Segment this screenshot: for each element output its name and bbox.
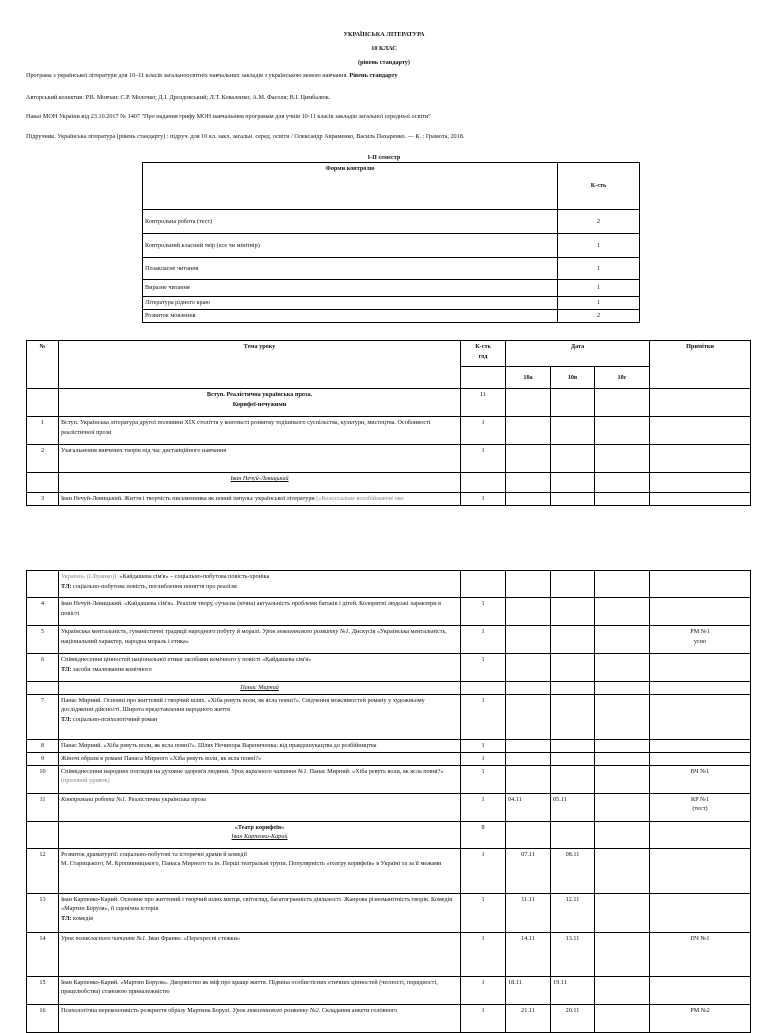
topic-part-b: Панас Мирний. «Хіба ревуть воли, як ясла повні?» <box>309 767 444 775</box>
table-row <box>27 493 751 506</box>
table-row <box>27 793 751 821</box>
lesson-topic <box>59 793 461 821</box>
lesson-num: 16 <box>27 1004 59 1032</box>
table-row <box>27 752 751 765</box>
empty-cell <box>506 571 551 598</box>
topic-part-italic: Урок мовленнєвого розвитку №1. <box>262 628 351 635</box>
lessons-table-continued <box>26 570 751 1033</box>
form-cell: Контрольний класний твір (есе чи мінітвір) <box>143 234 558 258</box>
lesson-topic: Вступ. Українська література другої половини ХІХ століття у контексті розвитку тодішнього суспільства, культури, мистецтва. Особливості реалістичної прози <box>59 417 461 445</box>
empty-cell <box>506 694 551 739</box>
section-row <box>27 821 751 848</box>
lesson-topic: Панас Мирний. «Хіба ревуть воли, як ясла повні?». Шлях Нечипора Варениченка: від правдошукацтва до розбійництва <box>59 739 461 752</box>
hours-label-2: год <box>478 352 488 360</box>
lesson-num: 3 <box>27 493 59 506</box>
lesson-hours: 1 <box>461 932 506 976</box>
table-row <box>27 654 751 682</box>
lesson-hours: 1 <box>461 1004 506 1032</box>
lesson-hours: 1 <box>461 793 506 821</box>
lessons-table <box>26 340 751 506</box>
author-heading: Панас Мирний <box>59 682 461 695</box>
lesson-hours: 1 <box>461 893 506 932</box>
empty-cell <box>595 765 650 793</box>
empty-cell <box>551 598 595 626</box>
empty-cell <box>506 445 551 473</box>
empty-cell <box>27 389 59 417</box>
class-10a-header: 10а <box>506 367 551 389</box>
empty-cell <box>595 893 650 932</box>
note-text: РМ №1 <box>690 628 710 635</box>
lesson-topic-text: Співвіднесення цінностей національної етики засобами комічного у повісті «Кайдашева сім'я» <box>61 656 312 663</box>
empty-cell <box>650 417 751 445</box>
topic-part-a: Реалістична українська проза <box>128 795 206 803</box>
lesson-num: 14 <box>27 932 59 976</box>
lesson-hours: 1 <box>461 598 506 626</box>
section-title <box>59 821 461 848</box>
col-hours-header <box>461 341 506 367</box>
program-line <box>26 72 746 79</box>
lesson-topic-text: Іван Нечуй-Левицький. Життя і творчість письменника як новий імпульс української літератури <box>61 495 315 502</box>
empty-cell <box>551 821 595 848</box>
empty-cell <box>650 821 751 848</box>
count-cell: 2 <box>558 210 640 234</box>
empty-cell <box>461 682 506 695</box>
section-title-text: Вступ. Реалістична українська проза. <box>206 391 313 398</box>
lesson-topic <box>59 893 461 932</box>
empty-cell <box>551 682 595 695</box>
note-text-2: (тест) <box>692 805 708 813</box>
empty-cell <box>650 848 751 893</box>
lesson-hours: 1 <box>461 654 506 682</box>
lesson-topic <box>59 932 461 976</box>
col-num-header: № <box>27 341 59 389</box>
class-10s-header: 10с <box>595 367 650 389</box>
note-text: КР №1 <box>690 795 710 803</box>
empty-cell <box>650 389 751 417</box>
hours-label-1: К-сть <box>475 343 491 350</box>
lesson-num: 1 <box>27 417 59 445</box>
empty-cell <box>551 445 595 473</box>
empty-cell <box>551 626 595 654</box>
count-cell: 1 <box>558 258 640 280</box>
lesson-topic <box>59 626 461 654</box>
empty-cell <box>506 417 551 445</box>
date-10v: 19.11 <box>551 976 595 1004</box>
lesson-topic-text: Панас Мирний. Основні про життєвий і творчий шлях. «Хіба ревуть воли, як ясла повні?». Свідчення можливостей роману у художньому дослідженні дійсності. Широта представлення народного життя <box>61 696 425 714</box>
empty-cell <box>650 571 751 598</box>
empty-cell <box>595 682 650 695</box>
empty-cell <box>506 752 551 765</box>
tl-text: соціально-побутова повість, поглиблення поняття про реалізм <box>73 582 237 590</box>
empty-cell <box>506 821 551 848</box>
lesson-topic <box>59 765 461 793</box>
lesson-num: 2 <box>27 445 59 473</box>
count-cell: 2 <box>558 310 640 323</box>
author-row <box>27 682 751 695</box>
doc-grade: 10 КЛАС <box>371 45 397 52</box>
table-row <box>143 258 640 280</box>
table-row <box>27 893 751 932</box>
empty-cell <box>650 893 751 932</box>
table-header-row <box>27 341 751 367</box>
lesson-topic <box>59 694 461 739</box>
empty-cell <box>650 473 751 493</box>
date-10a: 07.11 <box>506 848 551 893</box>
empty-cell <box>27 571 59 598</box>
empty-cell <box>551 571 595 598</box>
lesson-topic: Іван Нечуй-Левицький. «Кайдашева сім'я». Реалізм твору, сучасна (вічна) актуальність проблеми батьків і дітей. Колоритні людські характери в повісті <box>59 598 461 626</box>
tl-label: ТЛ: <box>61 665 72 673</box>
empty-cell <box>506 493 551 506</box>
table-row <box>143 210 640 234</box>
lesson-num: 15 <box>27 976 59 1004</box>
lesson-num: 4 <box>27 598 59 626</box>
lesson-topic-gray: («Колоссальне всеобіймаюче око <box>316 495 404 502</box>
empty-cell <box>551 389 595 417</box>
table-row <box>27 1004 751 1032</box>
section-hours: 11 <box>461 389 506 417</box>
form-cell: Розвиток мовлення <box>143 310 558 323</box>
table-row <box>143 234 640 258</box>
table-row <box>27 739 751 752</box>
empty-cell <box>650 654 751 682</box>
control-forms-table <box>142 162 640 323</box>
lesson-num: 9 <box>27 752 59 765</box>
lesson-topic: Іван Карпенко-Карий. «Мартин Боруля». Дворянство як міф про краще життя. Підміна особистісних етичних цінностей (чесності, порядності, працелюбства) становою приналежністю <box>59 976 461 1004</box>
empty-cell <box>595 598 650 626</box>
count-cell: 1 <box>558 234 640 258</box>
table-row <box>143 297 640 310</box>
topic-part-italic: Урок мовленнєвого розвитку №2. <box>232 1006 321 1014</box>
lesson-hours: 1 <box>461 765 506 793</box>
form-cell: Контрольна робота (тест) <box>143 210 558 234</box>
lesson-num: 7 <box>27 694 59 739</box>
count-cell: 1 <box>558 297 640 310</box>
empty-cell <box>595 571 650 598</box>
topic-part-italic: Урок позакласного читання №1. <box>61 934 147 942</box>
table-row <box>27 571 751 598</box>
topic-part-a: Співвіднесення народних поглядів на духовне здоров'я людини. <box>61 767 230 775</box>
table-row <box>143 310 640 323</box>
topic-part-a: Психологічна переконливість розкриття образу Мартина Борулі. <box>61 1006 231 1014</box>
date-10a: 14.11 <box>506 932 551 976</box>
table-row <box>143 280 640 297</box>
col-form-header: Форми контролю <box>143 163 558 210</box>
lesson-hours: 1 <box>461 417 506 445</box>
col-topic-header: Тема уроку <box>59 341 461 389</box>
section-title-text: «Театр корифеїв» <box>234 823 285 831</box>
date-10v: 20.11 <box>551 1004 595 1032</box>
empty-cell <box>595 932 650 976</box>
lesson-topic <box>59 493 461 506</box>
table-row <box>27 932 751 976</box>
table-row <box>27 445 751 473</box>
empty-cell <box>595 493 650 506</box>
empty-cell <box>595 389 650 417</box>
semester-title: І-ІІ семестр <box>367 154 401 161</box>
table-row <box>27 976 751 1004</box>
empty-cell <box>595 445 650 473</box>
empty-cell <box>595 473 650 493</box>
topic-part-a: Іван Франко. «Перехресні стежки» <box>148 934 241 942</box>
empty-cell <box>650 976 751 1004</box>
empty-cell <box>551 654 595 682</box>
section-row <box>27 389 751 417</box>
date-10v: 12.11 <box>551 893 595 932</box>
lesson-topic <box>59 1004 461 1032</box>
date-10a: 21.11 <box>506 1004 551 1032</box>
author-row <box>27 473 751 493</box>
empty-cell <box>650 445 751 473</box>
topic-part-b: Дискусія «Українська ментальність, національний характер, народна мораль і етика» <box>61 628 447 645</box>
empty-cell <box>551 694 595 739</box>
lesson-topic <box>59 571 461 598</box>
lesson-num: 10 <box>27 765 59 793</box>
tl-label: ТЛ: <box>61 582 72 590</box>
topic-part-italic: Контрольна робота №1. <box>61 795 127 803</box>
empty-cell <box>650 682 751 695</box>
empty-cell <box>27 682 59 695</box>
lesson-num: 6 <box>27 654 59 682</box>
empty-cell <box>551 765 595 793</box>
empty-cell <box>506 654 551 682</box>
lesson-topic-text: Іван Карпенко-Карий. Основне про життєвий і творчий шлях митця, світогляд, багатогранність діяльності. Жанрова різноманітність творів. Комедія «Мартин Боруля», її сценічна історія <box>61 895 453 913</box>
lesson-num: 12 <box>27 848 59 893</box>
topic-part-a: Українська ментальність, гуманістичні традиції народного побуту й моралі. <box>61 628 261 635</box>
col-notes-header: Примітки <box>650 341 751 389</box>
date-10v: 13.11 <box>551 932 595 976</box>
empty-cell <box>27 821 59 848</box>
empty-cell <box>506 739 551 752</box>
empty-cell <box>551 493 595 506</box>
empty-cell <box>595 793 650 821</box>
empty-cell <box>551 417 595 445</box>
empty-cell <box>595 1004 650 1032</box>
author-heading: Іван Нечуй-Левицький <box>59 473 461 493</box>
empty-cell <box>506 682 551 695</box>
lesson-note: РМ №2 <box>650 1004 751 1032</box>
lesson-note: ПЧ №1 <box>650 932 751 976</box>
program-level: Рівень стандарту <box>349 72 398 79</box>
doc-title: УКРАЇНСЬКА ЛІТЕРАТУРА <box>343 31 425 38</box>
topic-part-b: Складання анкети головного <box>321 1006 398 1014</box>
lesson-num: 5 <box>27 626 59 654</box>
empty-cell <box>595 821 650 848</box>
empty-cell <box>650 752 751 765</box>
doc-level: (рівень стандарту) <box>358 59 410 66</box>
empty-cell <box>595 976 650 1004</box>
table-row <box>27 626 751 654</box>
date-10a: 11.11 <box>506 893 551 932</box>
empty-cell <box>506 389 551 417</box>
lesson-hours: 1 <box>461 739 506 752</box>
col-date-header: Дата <box>506 341 650 367</box>
empty-cell <box>650 694 751 739</box>
empty-cell <box>461 571 506 598</box>
lesson-note: ВЧ №1 <box>650 765 751 793</box>
topic-part-gray: (прозовий уривок) <box>61 777 110 785</box>
lesson-hours: 1 <box>461 752 506 765</box>
empty-cell <box>650 739 751 752</box>
lesson-note <box>650 626 751 654</box>
col-count-header: К-сть <box>558 163 640 210</box>
table-row <box>27 848 751 893</box>
lesson-topic <box>59 848 461 893</box>
textbook-line: Підручник. Українська література (рівень стандарту) : підруч. для 10 кл. закл. загальн. серед. освіти / Олександр Авраменко, Василь Пахаренко. — К. : Грамота, 2018. <box>26 133 465 140</box>
empty-cell <box>506 598 551 626</box>
empty-cell <box>461 473 506 493</box>
table-row <box>27 694 751 739</box>
tl-text: засоби змалювання комічного <box>73 665 152 673</box>
empty-cell <box>506 626 551 654</box>
lesson-topic: Узагальнення вивчених творів під час дистанційного навчання <box>59 445 461 473</box>
date-10a: 18.11 <box>506 976 551 1004</box>
tl-label: ТЛ: <box>61 914 72 922</box>
empty-cell <box>595 626 650 654</box>
author-heading: Іван Карпенко-Карий <box>231 833 288 841</box>
lesson-hours: 1 <box>461 848 506 893</box>
empty-cell <box>461 367 506 389</box>
empty-cell <box>551 473 595 493</box>
form-cell: Позакласне читання <box>143 258 558 280</box>
lesson-topic: Жіночі образи в романі Панаса Мирного «Хіба ревуть воли, як ясла повні?» <box>59 752 461 765</box>
empty-cell <box>551 752 595 765</box>
empty-cell <box>595 739 650 752</box>
order-line: Наказ МОН України від 23.10.2017 № 1407 "Про надання грифу МОН навчальним програмам для учнів 10-11 класів закладів загальної середньої освіти" <box>26 113 431 120</box>
form-cell: Література рідного краю <box>143 297 558 310</box>
table-row <box>27 598 751 626</box>
table-row <box>27 417 751 445</box>
lesson-topic-text: Розвиток драматургії: соціально-побутові та історичні драми й комедії <box>61 850 247 858</box>
empty-cell <box>27 473 59 493</box>
section-hours: 8 <box>461 821 506 848</box>
empty-cell <box>595 694 650 739</box>
date-10v: 08.11 <box>551 848 595 893</box>
empty-cell <box>551 739 595 752</box>
lesson-num: 11 <box>27 793 59 821</box>
cont-text: «Кайдашева сім'я» – соціально-побутова повість-хроніка <box>119 573 270 580</box>
program-text: Програма з української літератури для 10–11 класів загальноосвітніх навчальних закладів з українською мовою навчання. <box>26 72 348 79</box>
lesson-num: 13 <box>27 893 59 932</box>
date-10v: 05.11 <box>551 793 595 821</box>
section-title <box>59 389 461 417</box>
empty-cell <box>595 752 650 765</box>
lesson-num: 8 <box>27 739 59 752</box>
empty-cell <box>595 417 650 445</box>
authors-line: Авторський колектив: Р.В. Мовчан; С.Р. Молочко; Д.І. Дроздовський; Л.Т. Коваленко; А.М. Фасоля; В.І. Цимбалюк. <box>26 94 331 101</box>
lesson-hours: 1 <box>461 445 506 473</box>
empty-cell <box>650 493 751 506</box>
form-cell: Виразне читання <box>143 280 558 297</box>
section-subtitle: Корифеї-нечужими <box>232 400 287 408</box>
cont-gray: України» (І.Франко)). <box>61 573 118 580</box>
date-10a: 04.11 <box>506 793 551 821</box>
count-cell: 1 <box>558 280 640 297</box>
tl-label: ТЛ: <box>61 715 72 723</box>
topic-part-italic: Урок виразного читання №1. <box>231 767 308 775</box>
table-row <box>27 765 751 793</box>
lesson-topic-text-2: М. Старицького, М. Кропивницького, Панаса Мирного та ін. Перші театральні трупи. Популярність «театру корифеїв» в Україні та за її межами <box>61 860 442 868</box>
empty-cell <box>650 598 751 626</box>
table-header-row <box>143 163 640 210</box>
lesson-hours: 1 <box>461 976 506 1004</box>
tl-text: комедія <box>73 914 94 922</box>
empty-cell <box>506 765 551 793</box>
empty-cell <box>506 473 551 493</box>
empty-cell <box>595 654 650 682</box>
lesson-hours: 1 <box>461 493 506 506</box>
class-10v-header: 10в <box>551 367 595 389</box>
lesson-hours: 1 <box>461 626 506 654</box>
lesson-note <box>650 793 751 821</box>
note-text-2: усно <box>693 637 707 645</box>
tl-text: соціально-психологічний роман <box>73 715 158 723</box>
lesson-topic <box>59 654 461 682</box>
empty-cell <box>595 848 650 893</box>
lesson-hours: 1 <box>461 694 506 739</box>
